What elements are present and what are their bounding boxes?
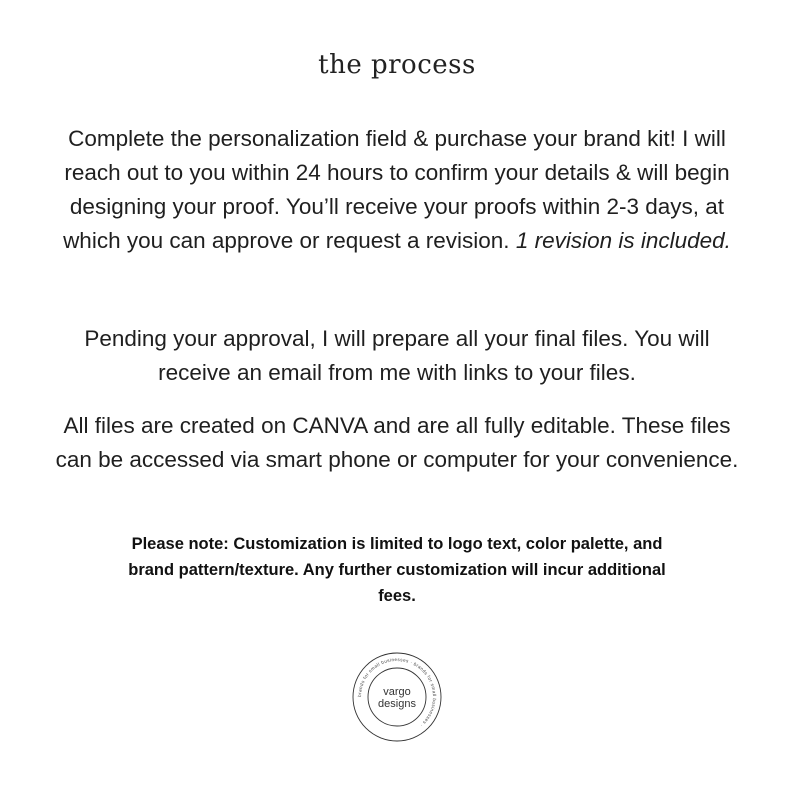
customization-note: Please note: Customization is limited to logo text, color palette, and brand pattern/texture. Any further customization will incur additional fees. xyxy=(128,535,666,605)
logo-seal-icon xyxy=(351,651,443,743)
logo-ring-text: brands for small businesses · brands for small businesses · xyxy=(356,656,438,729)
logo-text-designs: designs xyxy=(378,698,416,710)
process-paragraph-1-text: Complete the personalization field & purchase your brand kit! I will reach out to you within 24 hours to confirm your details & will begin designing your proof. You’ll receive your proofs within 2-3 days, at which you can approve or request a revision. xyxy=(63,126,730,253)
process-paragraph-2: Pending your approval, I will prepare all your final files. You will receive an email from me with links to your files. xyxy=(84,326,710,385)
logo-text-vargo: vargo xyxy=(383,686,411,698)
page-title: the process xyxy=(318,50,476,80)
revision-emphasis: 1 revision is included. xyxy=(515,228,731,253)
vargo-designs-logo xyxy=(351,651,443,743)
process-paragraph-1 xyxy=(50,122,744,258)
process-paragraph-3: All files are created on CANVA and are all fully editable. These files can be accessed via smart phone or computer for your convenience. xyxy=(55,413,739,472)
